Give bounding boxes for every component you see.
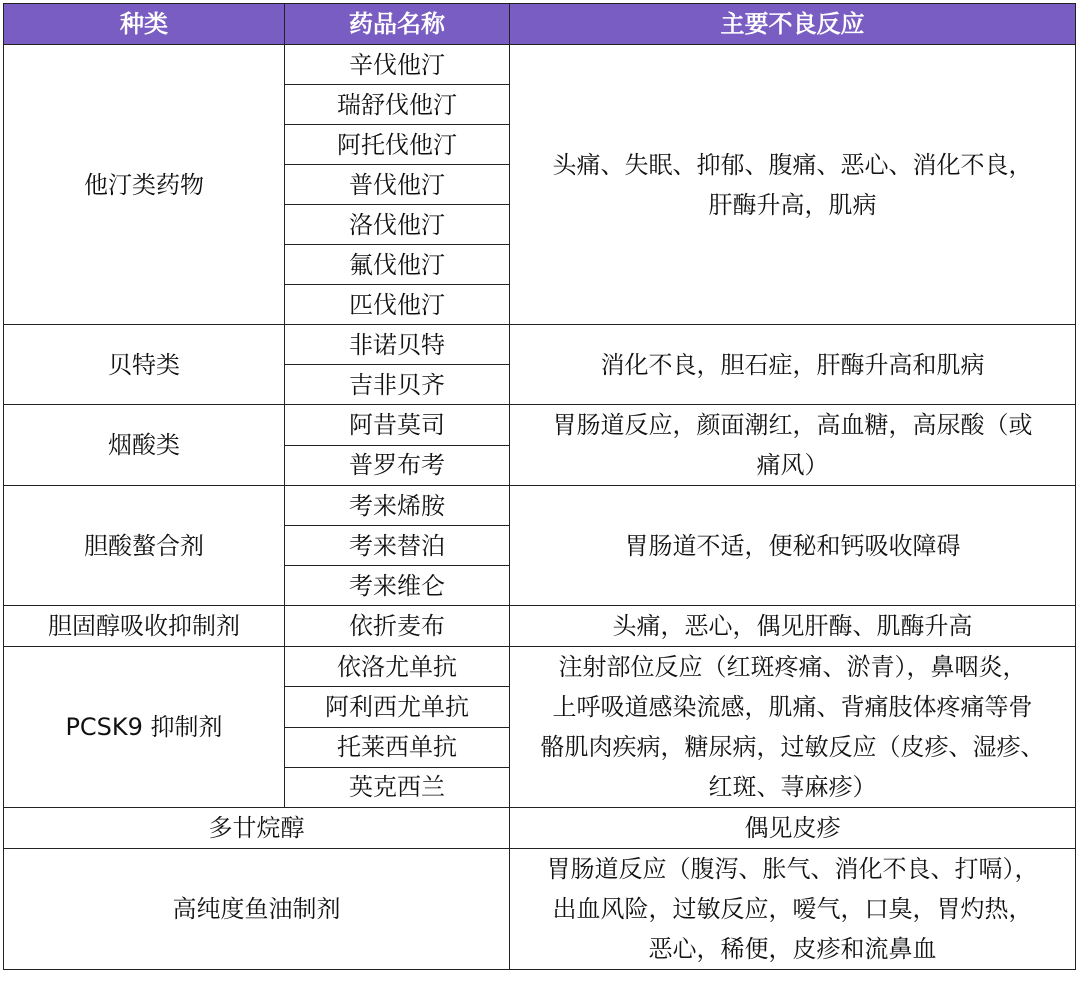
header-adverse-reaction: 主要不良反应 [510,4,1076,45]
drug-cell: 阿托伐他汀 [285,125,510,165]
effect-line: 胃肠道不适，便秘和钙吸收障碍 [624,531,961,560]
drug-cell: 匹伐他汀 [285,285,510,325]
category-cell: 烟酸类 [4,405,285,486]
effect-line: 红斑、荨麻疹） [708,773,877,801]
effect-line: 偶见皮疹 [744,814,841,842]
effect-line: 骼肌肉疾病，糖尿病，过敏反应（皮疹、湿疹、 [540,733,1045,761]
effect-line: 消化不良，胆石症，肝酶升高和肌病 [600,350,985,379]
drug-cell: 英克西兰 [285,767,510,807]
drug-cell: 阿利西尤单抗 [285,687,510,727]
table-row [4,45,1076,85]
category-cell: 他汀类药物 [4,45,285,325]
effect-line: 痛风） [756,451,829,479]
effect-cell [510,405,1076,486]
drug-cell: 普伐他汀 [285,165,510,205]
drug-cell: 考来替泊 [285,526,510,566]
effect-cell [510,325,1076,405]
effect-line: 肝酶升高，肌病 [708,190,877,219]
adverse-reaction-table [3,3,1076,970]
effect-line: 头痛、失眠、抑郁、腹痛、恶心、消化不良， [552,150,1033,179]
effect-cell [510,808,1076,849]
header-category: 种类 [4,4,285,45]
drug-cell: 考来烯胺 [285,486,510,526]
drug-cell: 瑞舒伐他汀 [285,85,510,125]
drug-cell: 依洛尤单抗 [285,647,510,687]
drug-cell: 考来维仑 [285,566,510,606]
table-row [4,808,1076,849]
effect-line: 胃肠道反应，颜面潮红，高血糖，高尿酸（或 [552,411,1033,439]
table-row [4,405,1076,446]
drug-cell: 非诺贝特 [285,325,510,365]
table-row [4,606,1076,647]
effect-cell [510,606,1076,647]
effect-line: 注射部位反应（红斑疼痛、淤青），鼻咽炎， [558,653,1027,681]
drug-cell: 吉非贝齐 [285,365,510,405]
drug-cell: 托莱西单抗 [285,727,510,767]
drug-cell: 阿昔莫司 [285,405,510,446]
drug-cell: 普罗布考 [285,445,510,486]
effect-cell [510,849,1076,970]
drug-cell: 辛伐他汀 [285,45,510,85]
drug-cell: 依折麦布 [285,606,510,647]
table-row [4,486,1076,526]
category-cell: 贝特类 [4,325,285,405]
effect-cell [510,486,1076,606]
table-row [4,849,1076,970]
category-cell: 胆酸螯合剂 [4,486,285,606]
header-drug-name: 药品名称 [285,4,510,45]
drug-cell: 氟伐他汀 [285,245,510,285]
table-row [4,325,1076,365]
effect-line: 头痛，恶心，偶见肝酶、肌酶升高 [612,612,973,640]
category-cell: 胆固醇吸收抑制剂 [4,606,285,647]
table-row [4,647,1076,687]
effect-line: 胃肠道反应（腹泻、胀气、消化不良、打嗝）， [546,855,1039,883]
effect-line: 出血风险，过敏反应，嗳气，口臭，胃灼热， [552,895,1033,923]
category-cell: 高纯度鱼油制剂 [4,849,510,970]
effect-line: 恶心，稀便，皮疹和流鼻血 [648,935,937,963]
category-cell: PCSK9 抑制剂 [4,647,285,808]
effect-cell [510,647,1076,808]
effect-line: 上呼吸道感染流感，肌痛、背痛肢体疼痛等骨 [552,693,1033,721]
drug-cell: 洛伐他汀 [285,205,510,245]
category-cell: 多廿烷醇 [4,808,510,849]
effect-cell [510,45,1076,325]
table-header-row [4,4,1076,45]
